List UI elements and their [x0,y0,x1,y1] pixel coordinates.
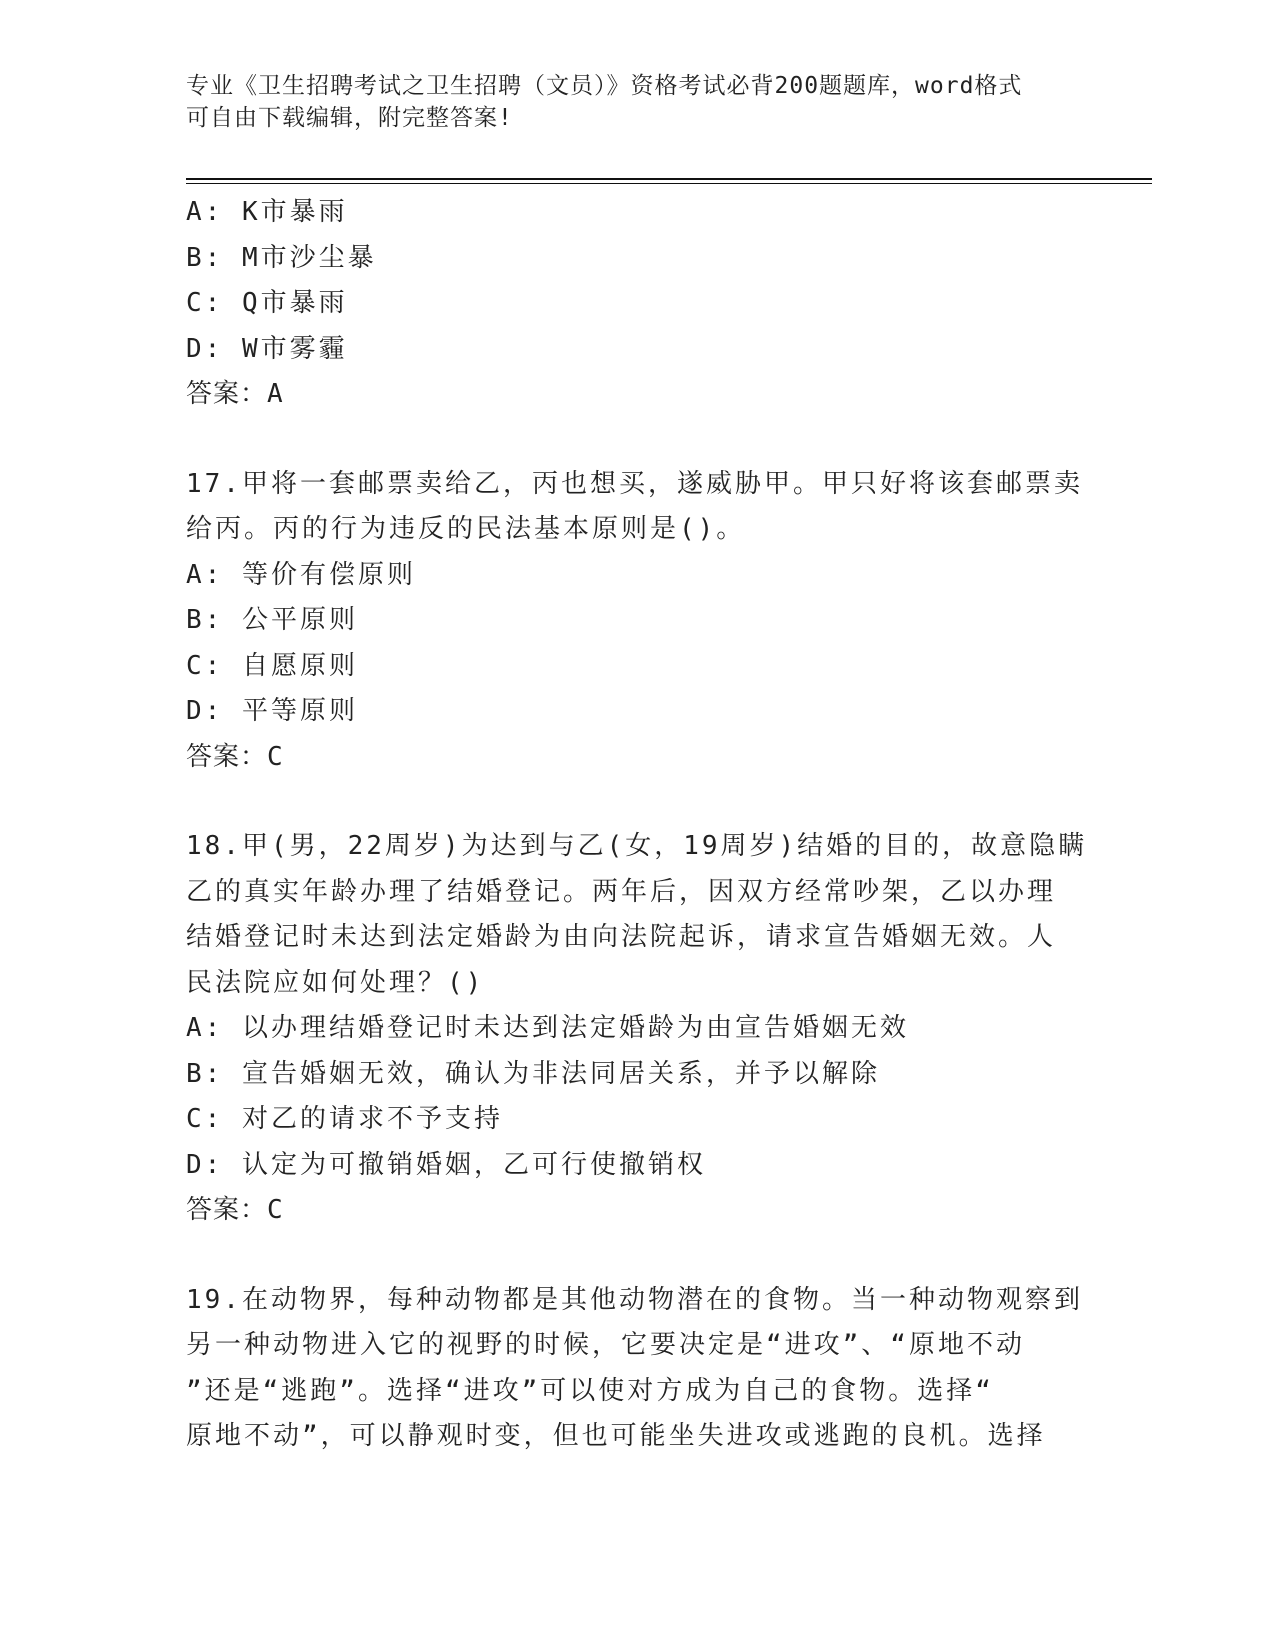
question-18 [186,824,1086,1234]
option-c: C: Q市暴雨 [186,288,348,318]
question-stem-line: 另一种动物进入它的视野的时候，它要决定是“进攻”、“原地不动 [186,1330,1025,1360]
option-d: D: W市雾霾 [186,333,348,364]
option-b: B: 宣告婚姻无效，确认为非法同居关系，并予以解除 [186,1058,880,1089]
option-c: C: 自愿原则 [186,650,358,681]
option-b: B: M市沙尘暴 [186,242,377,273]
question-stem-line: 结婚登记时未达到法定婚龄为由向法院起诉，请求宣告婚姻无效。人 [186,922,1057,952]
option-a: A: K市暴雨 [186,197,348,227]
question-stem-line: 乙的真实年龄办理了结婚登记。两年后，因双方经常吵架，乙以办理 [186,876,1057,907]
spacer [186,1234,1086,1278]
option-b: B: 公平原则 [186,605,358,635]
document-header [186,70,1066,134]
question-stem-line: 17.甲将一套邮票卖给乙，丙也想买，遂威胁甲。甲只好将该套邮票卖 [186,468,1083,499]
spacer [186,418,1086,462]
question-17 [186,462,1086,781]
question-16-partial [186,190,1086,418]
answer: 答案：A [186,379,284,409]
option-a: A: 以办理结婚登记时未达到法定婚龄为由宣告婚姻无效 [186,1013,909,1043]
question-stem-line: 原地不动”，可以静观时变，但也可能坐失进攻或逃跑的良机。选择 [186,1421,1046,1451]
header-divider [186,178,1152,184]
question-list [186,190,1086,1460]
option-c: C: 对乙的请求不予支持 [186,1104,503,1134]
question-stem-line: 18.甲(男，22周岁)为达到与乙(女，19周岁)结婚的目的，故意隐瞒 [186,831,1088,861]
answer: 答案：C [186,741,284,772]
header-line-2: 可自由下载编辑，附完整答案! [186,105,513,131]
option-d: D: 平等原则 [186,696,358,726]
option-d: D: 认定为可撤销婚姻，乙可行使撤销权 [186,1149,706,1180]
question-stem-line: 19.在动物界，每种动物都是其他动物潜在的食物。当一种动物观察到 [186,1284,1083,1315]
answer: 答案：C [186,1195,284,1225]
header-line-1: 专业《卫生招聘考试之卫生招聘（文员）》资格考试必背200题题库，word格式 [186,73,1023,99]
question-stem-line: ”还是“逃跑”。选择“进攻”可以使对方成为自己的食物。选择“ [186,1375,994,1406]
question-stem-line: 给丙。丙的行为违反的民法基本原则是()。 [186,514,746,544]
question-19 [186,1278,1086,1460]
question-stem-line: 民法院应如何处理？() [186,967,485,998]
option-a: A: 等价有偿原则 [186,559,416,590]
spacer [186,780,1086,824]
